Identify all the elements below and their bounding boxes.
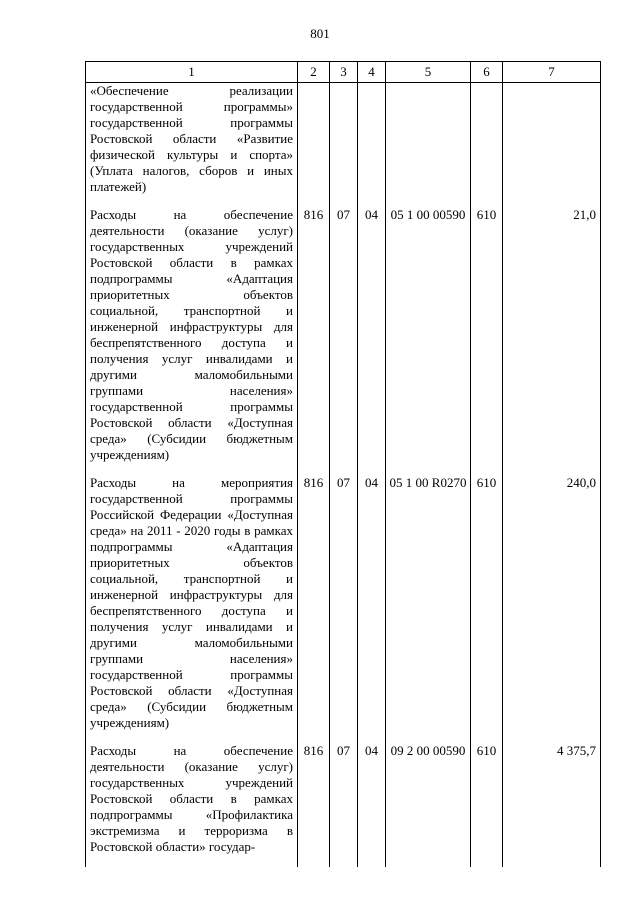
header-col-4: 4 — [358, 62, 386, 83]
row-amount: 21,0 — [503, 207, 601, 475]
table-header-row — [86, 62, 601, 83]
row-expense-type: 610 — [471, 475, 503, 743]
row-target-article: 09 2 00 00590 — [386, 743, 471, 867]
page-number: 801 — [310, 26, 330, 41]
row-description: «Обеспечение реализации государственной программы» государственной программы Ростовской области «Развитие физической культуры и спорта» (Уплата налогов, сборов и иных платежей) — [86, 83, 298, 208]
table-row — [86, 475, 601, 743]
row-description: Расходы на обеспечение деятельности (оказание услуг) государственных учреждений Ростовской области в рамках подпрограммы «Профилактика экстремизма и терроризма в Ростовской области» государ- — [86, 743, 298, 867]
row-section: 07 — [330, 207, 358, 475]
row-expense-type: 610 — [471, 743, 503, 867]
budget-table — [85, 61, 601, 867]
row-subsection: 04 — [358, 743, 386, 867]
header-col-7: 7 — [503, 62, 601, 83]
row-section — [330, 83, 358, 208]
header-col-2: 2 — [298, 62, 330, 83]
row-target-article: 05 1 00 00590 — [386, 207, 471, 475]
row-section: 07 — [330, 743, 358, 867]
row-subsection: 04 — [358, 207, 386, 475]
row-expense-type: 610 — [471, 207, 503, 475]
row-description: Расходы на мероприятия государственной программы Российской Федерации «Доступная среда» на 2011 - 2020 годы в рамках подпрограммы «Адаптация приоритетных объектов социальной, транспортной и инженерной инфраструктуры для беспрепятственного доступа и получения услуг инвалидами и другими маломобильными группами населения» государственной программы Ростовской области «Доступная среда» (Субсидии бюджетным учреждениям) — [86, 475, 298, 743]
table-row — [86, 743, 601, 867]
table-row — [86, 83, 601, 208]
row-ministry-code — [298, 83, 330, 208]
table-row — [86, 207, 601, 475]
header-col-3: 3 — [330, 62, 358, 83]
header-col-6: 6 — [471, 62, 503, 83]
row-amount: 240,0 — [503, 475, 601, 743]
row-description: Расходы на обеспечение деятельности (оказание услуг) государственных учреждений Ростовской области в рамках подпрограммы «Адаптация приоритетных объектов социальной, транспортной и инженерной инфраструктуры для беспрепятственного доступа и получения услуг инвалидами и другими маломобильными группами населения» государственной программы Ростовской области «Доступная среда» (Субсидии бюджетным учреждениям) — [86, 207, 298, 475]
row-subsection — [358, 83, 386, 208]
row-ministry-code: 816 — [298, 475, 330, 743]
row-amount: 4 375,7 — [503, 743, 601, 867]
row-ministry-code: 816 — [298, 743, 330, 867]
header-col-1: 1 — [86, 62, 298, 83]
row-section: 07 — [330, 475, 358, 743]
row-ministry-code: 816 — [298, 207, 330, 475]
row-target-article: 05 1 00 R0270 — [386, 475, 471, 743]
row-target-article — [386, 83, 471, 208]
header-col-5: 5 — [386, 62, 471, 83]
row-amount — [503, 83, 601, 208]
row-subsection: 04 — [358, 475, 386, 743]
row-expense-type — [471, 83, 503, 208]
